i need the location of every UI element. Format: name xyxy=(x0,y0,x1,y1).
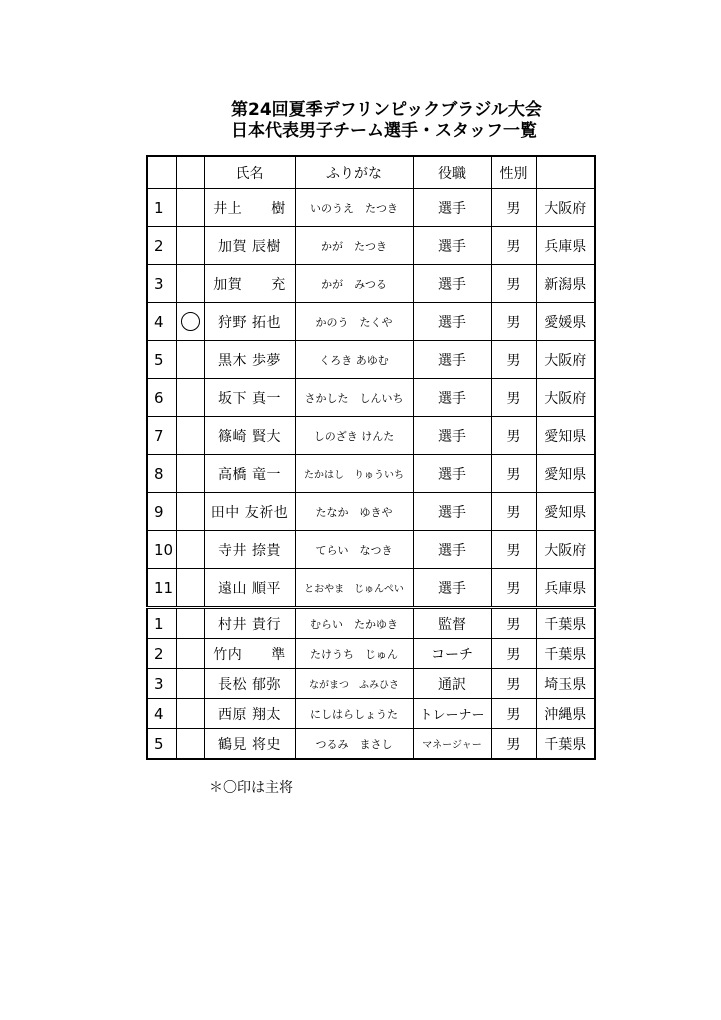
player-role: 選手 xyxy=(413,341,491,379)
roster-table xyxy=(146,155,596,760)
player-captain-cell xyxy=(176,493,204,531)
player-number: 9 xyxy=(147,493,176,531)
staff-furigana: つるみ まさし xyxy=(295,729,413,760)
player-captain-cell xyxy=(176,531,204,569)
staff-name: 鶴見 将史 xyxy=(204,729,295,760)
player-prefecture: 大阪府 xyxy=(536,379,595,417)
player-row xyxy=(147,227,595,265)
player-role: 選手 xyxy=(413,379,491,417)
player-number: 2 xyxy=(147,227,176,265)
staff-name: 村井 貴行 xyxy=(204,608,295,639)
player-gender: 男 xyxy=(491,265,536,303)
player-gender: 男 xyxy=(491,493,536,531)
staff-row xyxy=(147,608,595,639)
player-furigana: しのざき けんた xyxy=(295,417,413,455)
player-gender: 男 xyxy=(491,303,536,341)
player-role: 選手 xyxy=(413,569,491,608)
staff-row xyxy=(147,699,595,729)
player-prefecture: 愛知県 xyxy=(536,455,595,493)
header-name: 氏名 xyxy=(204,156,295,189)
player-number: 6 xyxy=(147,379,176,417)
player-prefecture: 兵庫県 xyxy=(536,569,595,608)
player-role: 選手 xyxy=(413,303,491,341)
captain-note: ＊〇印は主将 xyxy=(209,780,293,796)
player-name: 田中 友祈也 xyxy=(204,493,295,531)
player-gender: 男 xyxy=(491,227,536,265)
staff-blank-cell xyxy=(176,669,204,699)
player-number: 11 xyxy=(147,569,176,608)
player-gender: 男 xyxy=(491,455,536,493)
staff-furigana: にしはらしょうた xyxy=(295,699,413,729)
staff-prefecture: 千葉県 xyxy=(536,608,595,639)
staff-role: 通訳 xyxy=(413,669,491,699)
player-furigana: かが みつる xyxy=(295,265,413,303)
captain-circle-icon xyxy=(181,312,200,331)
player-gender: 男 xyxy=(491,379,536,417)
staff-furigana: むらい たかゆき xyxy=(295,608,413,639)
player-row xyxy=(147,569,595,608)
header-row xyxy=(147,156,595,189)
staff-furigana: たけうち じゅん xyxy=(295,639,413,669)
player-row xyxy=(147,417,595,455)
staff-gender: 男 xyxy=(491,669,536,699)
header-role: 役職 xyxy=(413,156,491,189)
player-row xyxy=(147,341,595,379)
player-role: 選手 xyxy=(413,227,491,265)
staff-blank-cell xyxy=(176,608,204,639)
player-row xyxy=(147,455,595,493)
player-captain-cell xyxy=(176,341,204,379)
player-name: 加賀 辰樹 xyxy=(204,227,295,265)
player-furigana: かが たつき xyxy=(295,227,413,265)
staff-prefecture: 千葉県 xyxy=(536,639,595,669)
player-furigana: いのうえ たつき xyxy=(295,189,413,227)
player-row xyxy=(147,189,595,227)
staff-number: 3 xyxy=(147,669,176,699)
player-name: 篠崎 賢大 xyxy=(204,417,295,455)
staff-name: 竹内 準 xyxy=(204,639,295,669)
header-gender: 性別 xyxy=(491,156,536,189)
player-role: 選手 xyxy=(413,189,491,227)
player-captain-cell xyxy=(176,189,204,227)
player-row xyxy=(147,265,595,303)
staff-number: 2 xyxy=(147,639,176,669)
staff-gender: 男 xyxy=(491,639,536,669)
title-line-1: 第24回夏季デフリンピックブラジル大会 xyxy=(231,100,542,120)
player-number: 3 xyxy=(147,265,176,303)
staff-gender: 男 xyxy=(491,608,536,639)
player-number: 7 xyxy=(147,417,176,455)
player-gender: 男 xyxy=(491,189,536,227)
player-prefecture: 大阪府 xyxy=(536,189,595,227)
player-name: 高橋 竜一 xyxy=(204,455,295,493)
player-number: 5 xyxy=(147,341,176,379)
staff-blank-cell xyxy=(176,699,204,729)
player-furigana: かのう たくや xyxy=(295,303,413,341)
header-prefecture xyxy=(536,156,595,189)
player-captain-cell xyxy=(176,227,204,265)
player-prefecture: 新潟県 xyxy=(536,265,595,303)
player-captain-cell xyxy=(176,569,204,608)
player-number: 4 xyxy=(147,303,176,341)
player-name: 黒木 歩夢 xyxy=(204,341,295,379)
staff-role: マネージャー xyxy=(413,729,491,760)
player-row xyxy=(147,531,595,569)
document-title xyxy=(231,100,551,142)
staff-role: 監督 xyxy=(413,608,491,639)
player-name: 加賀 充 xyxy=(204,265,295,303)
player-furigana: さかした しんいち xyxy=(295,379,413,417)
player-number: 1 xyxy=(147,189,176,227)
player-name: 狩野 拓也 xyxy=(204,303,295,341)
player-furigana: たなか ゆきや xyxy=(295,493,413,531)
player-name: 坂下 真一 xyxy=(204,379,295,417)
player-role: 選手 xyxy=(413,417,491,455)
player-prefecture: 兵庫県 xyxy=(536,227,595,265)
player-role: 選手 xyxy=(413,531,491,569)
title-line-2: 日本代表男子チーム選手・スタッフ一覧 xyxy=(231,121,537,141)
staff-name: 長松 郁弥 xyxy=(204,669,295,699)
player-gender: 男 xyxy=(491,341,536,379)
player-number: 8 xyxy=(147,455,176,493)
player-role: 選手 xyxy=(413,493,491,531)
staff-gender: 男 xyxy=(491,699,536,729)
staff-row xyxy=(147,639,595,669)
player-furigana: くろき あゆむ xyxy=(295,341,413,379)
player-row xyxy=(147,379,595,417)
player-furigana: てらい なつき xyxy=(295,531,413,569)
player-captain-cell xyxy=(176,379,204,417)
player-captain-cell xyxy=(176,303,204,341)
staff-row xyxy=(147,729,595,760)
staff-prefecture: 埼玉県 xyxy=(536,669,595,699)
staff-furigana: ながまつ ふみひさ xyxy=(295,669,413,699)
staff-number: 5 xyxy=(147,729,176,760)
header-number xyxy=(147,156,176,189)
player-prefecture: 愛知県 xyxy=(536,493,595,531)
staff-prefecture: 沖縄県 xyxy=(536,699,595,729)
staff-prefecture: 千葉県 xyxy=(536,729,595,760)
staff-number: 1 xyxy=(147,608,176,639)
player-number: 10 xyxy=(147,531,176,569)
player-prefecture: 大阪府 xyxy=(536,531,595,569)
player-prefecture: 愛媛県 xyxy=(536,303,595,341)
player-name: 遠山 順平 xyxy=(204,569,295,608)
player-row xyxy=(147,493,595,531)
player-row xyxy=(147,303,595,341)
staff-role: コーチ xyxy=(413,639,491,669)
header-captain xyxy=(176,156,204,189)
player-gender: 男 xyxy=(491,531,536,569)
staff-blank-cell xyxy=(176,729,204,760)
player-furigana: とおやま じゅんぺい xyxy=(295,569,413,608)
player-name: 寺井 捺貴 xyxy=(204,531,295,569)
staff-number: 4 xyxy=(147,699,176,729)
player-furigana: たかはし りゅういち xyxy=(295,455,413,493)
staff-row xyxy=(147,669,595,699)
player-name: 井上 樹 xyxy=(204,189,295,227)
player-captain-cell xyxy=(176,265,204,303)
player-captain-cell xyxy=(176,417,204,455)
staff-gender: 男 xyxy=(491,729,536,760)
player-prefecture: 大阪府 xyxy=(536,341,595,379)
header-furigana: ふりがな xyxy=(295,156,413,189)
staff-blank-cell xyxy=(176,639,204,669)
player-prefecture: 愛知県 xyxy=(536,417,595,455)
player-role: 選手 xyxy=(413,265,491,303)
player-role: 選手 xyxy=(413,455,491,493)
player-gender: 男 xyxy=(491,417,536,455)
player-captain-cell xyxy=(176,455,204,493)
staff-name: 西原 翔太 xyxy=(204,699,295,729)
player-gender: 男 xyxy=(491,569,536,608)
staff-role: トレーナー xyxy=(413,699,491,729)
